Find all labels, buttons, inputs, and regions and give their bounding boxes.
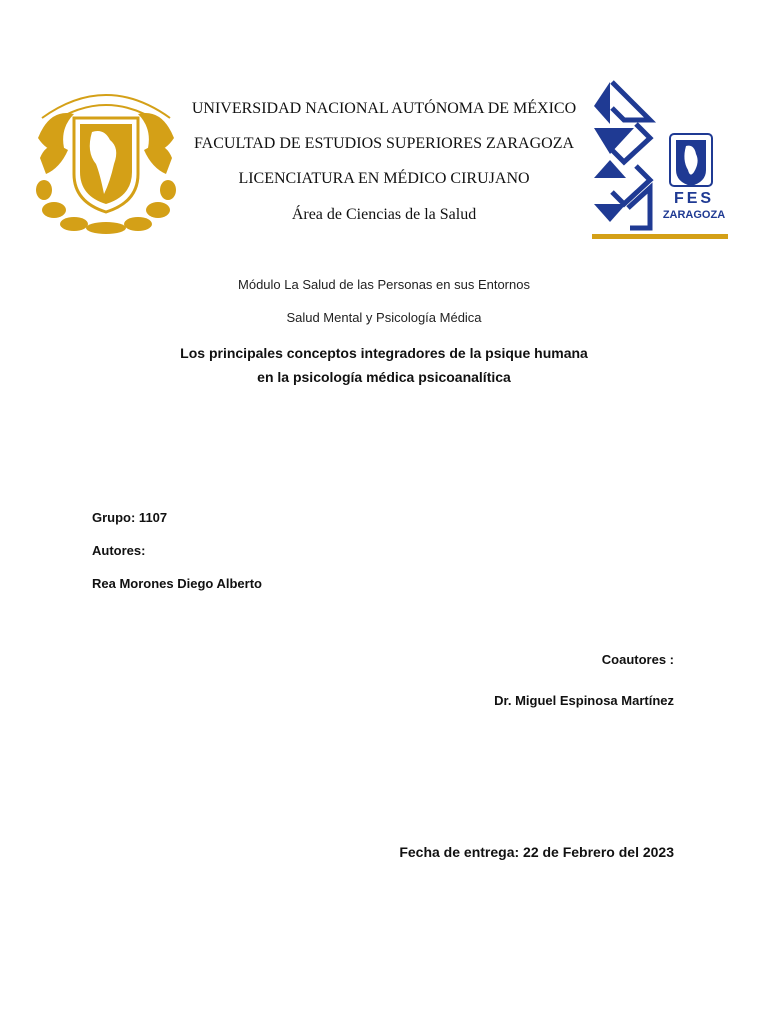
coauthor-name: Dr. Miguel Espinosa Martínez — [494, 693, 674, 708]
delivery-date: Fecha de entrega: 22 de Febrero del 2023 — [399, 844, 674, 860]
coauthors-label: Coautores : — [601, 652, 674, 667]
document-title-line-1: Los principales conceptos integradores de la psique humana — [180, 345, 588, 361]
fes-zaragoza-logo — [590, 78, 730, 242]
subject-name: Salud Mental y Psicología Médica — [286, 310, 482, 325]
author-name: Rea Morones Diego Alberto — [92, 576, 262, 591]
zaragoza-label: ZARAGOZA — [662, 209, 726, 221]
authors-label: Autores: — [92, 543, 146, 558]
university-name: UNIVERSIDAD NACIONAL AUTÓNOMA DE MÉXICO — [191, 100, 577, 117]
area-name: Área de Ciencias de la Salud — [291, 206, 477, 223]
faculty-name: FACULTAD DE ESTUDIOS SUPERIORES ZARAGOZA — [193, 135, 575, 152]
group-label: Grupo: 1107 — [92, 510, 168, 525]
program-name: LICENCIATURA EN MÉDICO CIRUJANO — [238, 170, 530, 187]
module-name: Módulo La Salud de las Personas en sus Entornos — [238, 277, 530, 292]
fes-label: FES — [673, 190, 715, 207]
document-title-line-2: en la psicología médica psicoanalítica — [257, 369, 511, 385]
